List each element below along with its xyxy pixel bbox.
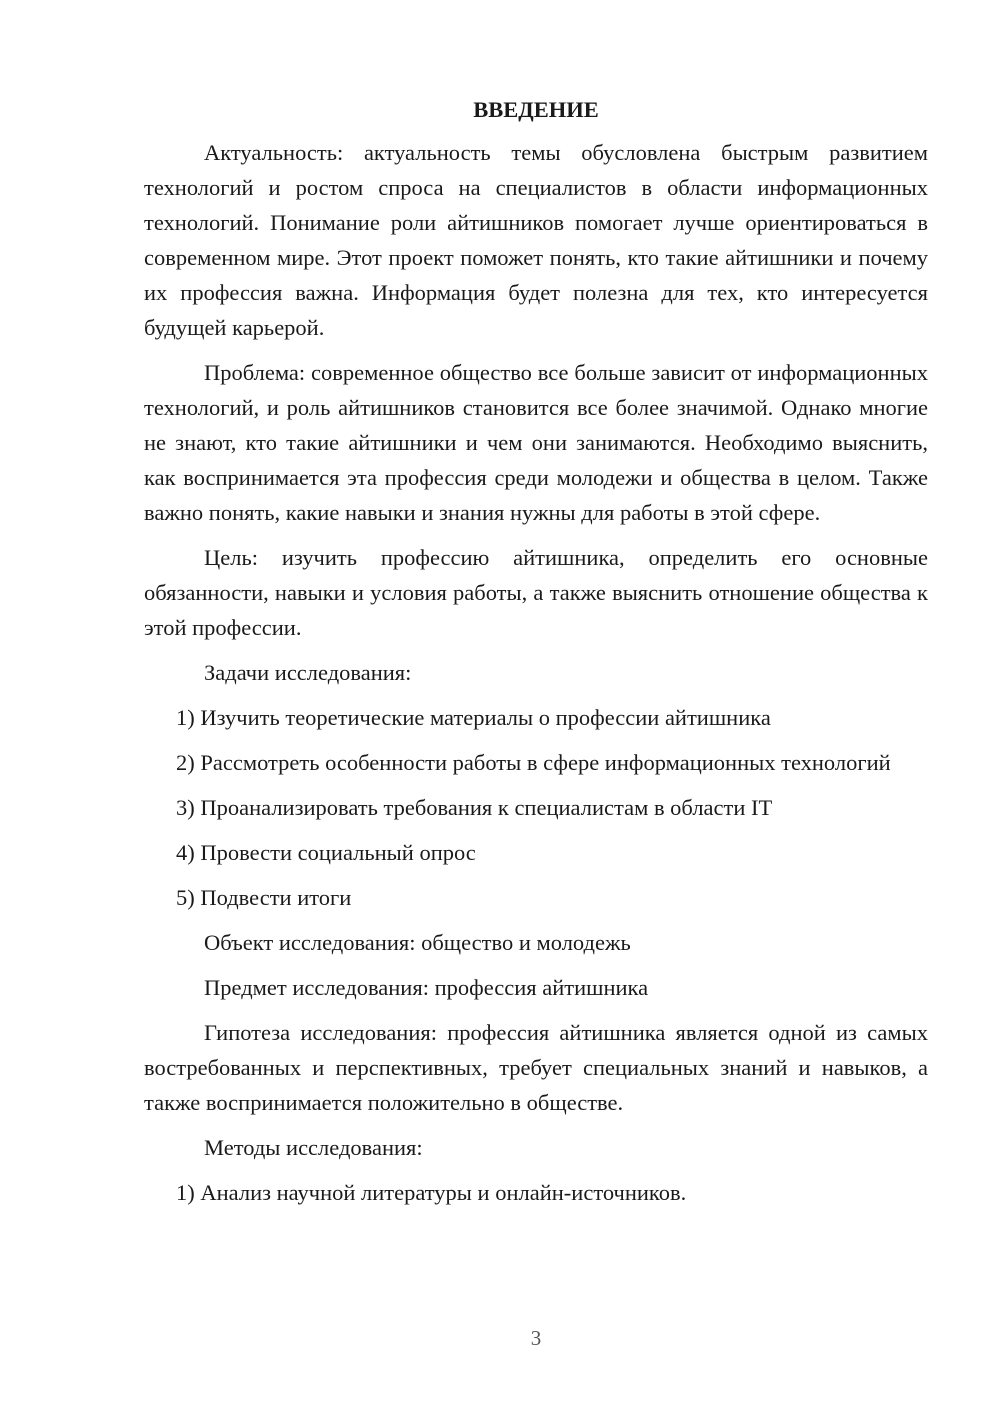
paragraph-goal: Цель: изучить профессию айтишника, определить его основные обязанности, навыки и условия работы, а также выяснить отношение общества к этой профессии. bbox=[144, 545, 928, 640]
method-item-1: 1) Анализ научной литературы и онлайн-источников. bbox=[176, 1180, 687, 1205]
paragraph-problem: Проблема: современное общество все больше зависит от информационных технологий, и роль айтишников становится все более значимой. Однако многие не знают, кто такие айтишники и чем они занимаются. Необходимо выяснить, как воспринимается эта профессия среди молодежи и общества в целом. Также важно понять, какие навыки и знания нужны для работы в этой сфере. bbox=[144, 360, 928, 525]
task-item-5: 5) Подвести итоги bbox=[176, 885, 352, 910]
paragraph-subject: Предмет исследования: профессия айтишника bbox=[204, 975, 649, 1000]
paragraph-relevance: Актуальность: актуальность темы обусловлена быстрым развитием технологий и ростом спроса на специалистов в области информационных технологий. Понимание роли айтишников помогает лучше ориентироваться в современном мире. Этот проект поможет понять, кто такие айтишники и почему их профессия важна. Информация будет полезна для тех, кто интересуется будущей карьерой. bbox=[144, 140, 928, 340]
tasks-heading: Задачи исследования: bbox=[204, 660, 412, 685]
section-title: ВВЕДЕНИЕ bbox=[473, 97, 599, 122]
methods-heading: Методы исследования: bbox=[204, 1135, 423, 1160]
task-item-2: 2) Рассмотреть особенности работы в сфере информационных технологий bbox=[176, 750, 891, 775]
page-number: 3 bbox=[530, 1326, 542, 1350]
task-item-4: 4) Провести социальный опрос bbox=[176, 840, 476, 865]
paragraph-object: Объект исследования: общество и молодежь bbox=[204, 930, 631, 955]
task-item-3: 3) Проанализировать требования к специалистам в области IT bbox=[176, 795, 773, 820]
paragraph-hypothesis: Гипотеза исследования: профессия айтишника является одной из самых востребованных и перспективных, требует специальных знаний и навыков, а также воспринимается положительно в обществе. bbox=[144, 1020, 928, 1115]
task-item-1: 1) Изучить теоретические материалы о профессии айтишника bbox=[176, 705, 771, 730]
document-page bbox=[144, 92, 928, 1220]
